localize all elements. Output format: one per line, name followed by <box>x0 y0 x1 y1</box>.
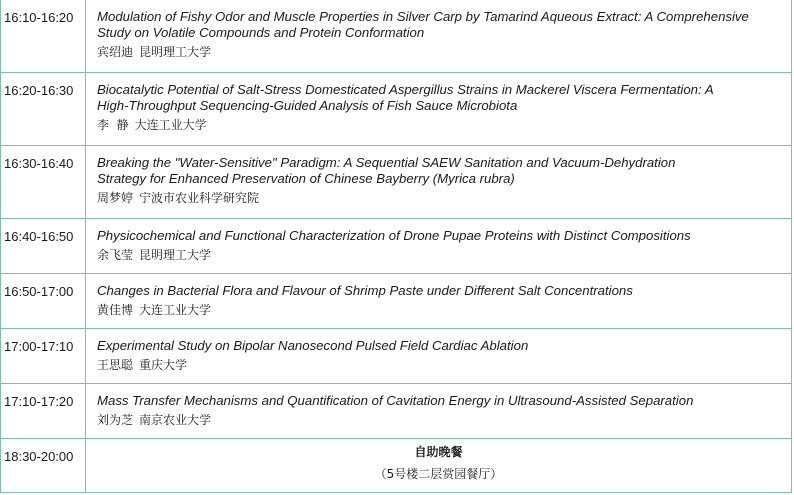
time-cell <box>1 383 86 438</box>
session-content <box>86 328 792 383</box>
time-cell <box>1 328 86 383</box>
session-title <box>86 329 791 354</box>
session-content <box>86 145 792 218</box>
presenter-affiliation: 昆明理工大学 <box>139 247 212 262</box>
session-title-line: Physicochemical and Functional Characterization of Drone Pupae Proteins with Distinct Compositions <box>97 227 691 243</box>
session-time: 16:50-17:00 <box>4 283 74 299</box>
session-content <box>86 273 792 328</box>
session-time: 16:40-16:50 <box>4 228 74 244</box>
table-row <box>1 218 792 273</box>
session-title <box>86 219 791 244</box>
session-presenter <box>86 41 791 60</box>
table-row <box>1 273 792 328</box>
table-row <box>1 438 792 492</box>
session-time: 16:30-16:40 <box>4 155 74 171</box>
session-time: 17:10-17:20 <box>4 393 74 409</box>
presenter-name: 周梦婷 <box>97 190 134 205</box>
presenter-name: 余飞莹 <box>97 247 134 262</box>
presenter-affiliation: 昆明理工大学 <box>139 45 212 59</box>
meal-location: （5号楼二层赏园餐厅） <box>374 466 503 481</box>
presenter-name: 李 静 <box>97 117 129 132</box>
session-presenter <box>86 409 791 428</box>
session-presenter <box>86 244 791 263</box>
time-cell <box>1 218 86 273</box>
table-row <box>1 0 792 72</box>
session-content <box>86 72 792 145</box>
presenter-affiliation: 大连工业大学 <box>139 302 212 317</box>
meal-title: 自助晚餐 <box>414 444 463 459</box>
session-title-line: Study on Volatile Compounds and Protein Conformation <box>97 25 425 40</box>
table-row <box>1 328 792 383</box>
presenter-affiliation: 南京农业大学 <box>139 412 212 427</box>
session-presenter <box>86 187 791 206</box>
presenter-name: 黄佳博 <box>97 302 134 317</box>
presenter-affiliation: 宁波市农业科学研究院 <box>139 190 260 205</box>
session-title-line: Biocatalytic Potential of Salt-Stress Domesticated Aspergillus Strains in Mackerel Viscera Fermentation: A <box>97 81 714 97</box>
session-title <box>86 384 791 409</box>
session-time: 17:00-17:10 <box>4 338 74 354</box>
session-presenter <box>86 114 791 133</box>
session-title <box>86 73 791 114</box>
presenter-affiliation: 大连工业大学 <box>134 117 207 132</box>
table-row <box>1 72 792 145</box>
time-cell <box>1 273 86 328</box>
meal-content <box>86 438 792 492</box>
session-time: 16:20-16:30 <box>4 82 74 98</box>
time-cell <box>1 145 86 218</box>
session-content <box>86 0 792 72</box>
session-title-line: High-Throughput Sequencing-Guided Analysis of Fish Sauce Microbiota <box>97 97 518 113</box>
time-cell <box>1 72 86 145</box>
session-title-line: Breaking the "Water-Sensitive" Paradigm: A Sequential SAEW Sanitation and Vacuum-Dehydration <box>97 154 676 170</box>
session-presenter <box>86 299 791 318</box>
presenter-name: 王思聪 <box>97 357 134 372</box>
session-title <box>86 274 791 299</box>
session-title-line: Changes in Bacterial Flora and Flavour of Shrimp Paste under Different Salt Concentrations <box>97 282 633 298</box>
session-title-line: Strategy for Enhanced Preservation of Chinese Bayberry (Myrica rubra) <box>97 170 515 186</box>
session-title <box>86 0 791 41</box>
presenter-affiliation: 重庆大学 <box>139 357 188 372</box>
time-cell <box>1 438 86 492</box>
session-title-line: Mass Transfer Mechanisms and Quantification of Cavitation Energy in Ultrasound-Assisted Separation <box>97 392 694 408</box>
session-presenter <box>86 354 791 373</box>
presenter-name: 宾绍迪 <box>97 45 134 59</box>
session-content <box>86 218 792 273</box>
time-cell <box>1 0 86 72</box>
table-row <box>1 383 792 438</box>
session-title-line: Experimental Study on Bipolar Nanosecond Pulsed Field Cardiac Ablation <box>97 337 529 353</box>
meal-time: 18:30-20:00 <box>4 448 74 464</box>
session-time: 16:10-16:20 <box>4 10 74 25</box>
session-title <box>86 146 791 187</box>
session-content <box>86 383 792 438</box>
table-row <box>1 145 792 218</box>
presenter-name: 刘为芝 <box>97 412 134 427</box>
session-title-line: Modulation of Fishy Odor and Muscle Properties in Silver Carp by Tamarind Aqueous Extract: A Comprehensive <box>97 9 749 24</box>
